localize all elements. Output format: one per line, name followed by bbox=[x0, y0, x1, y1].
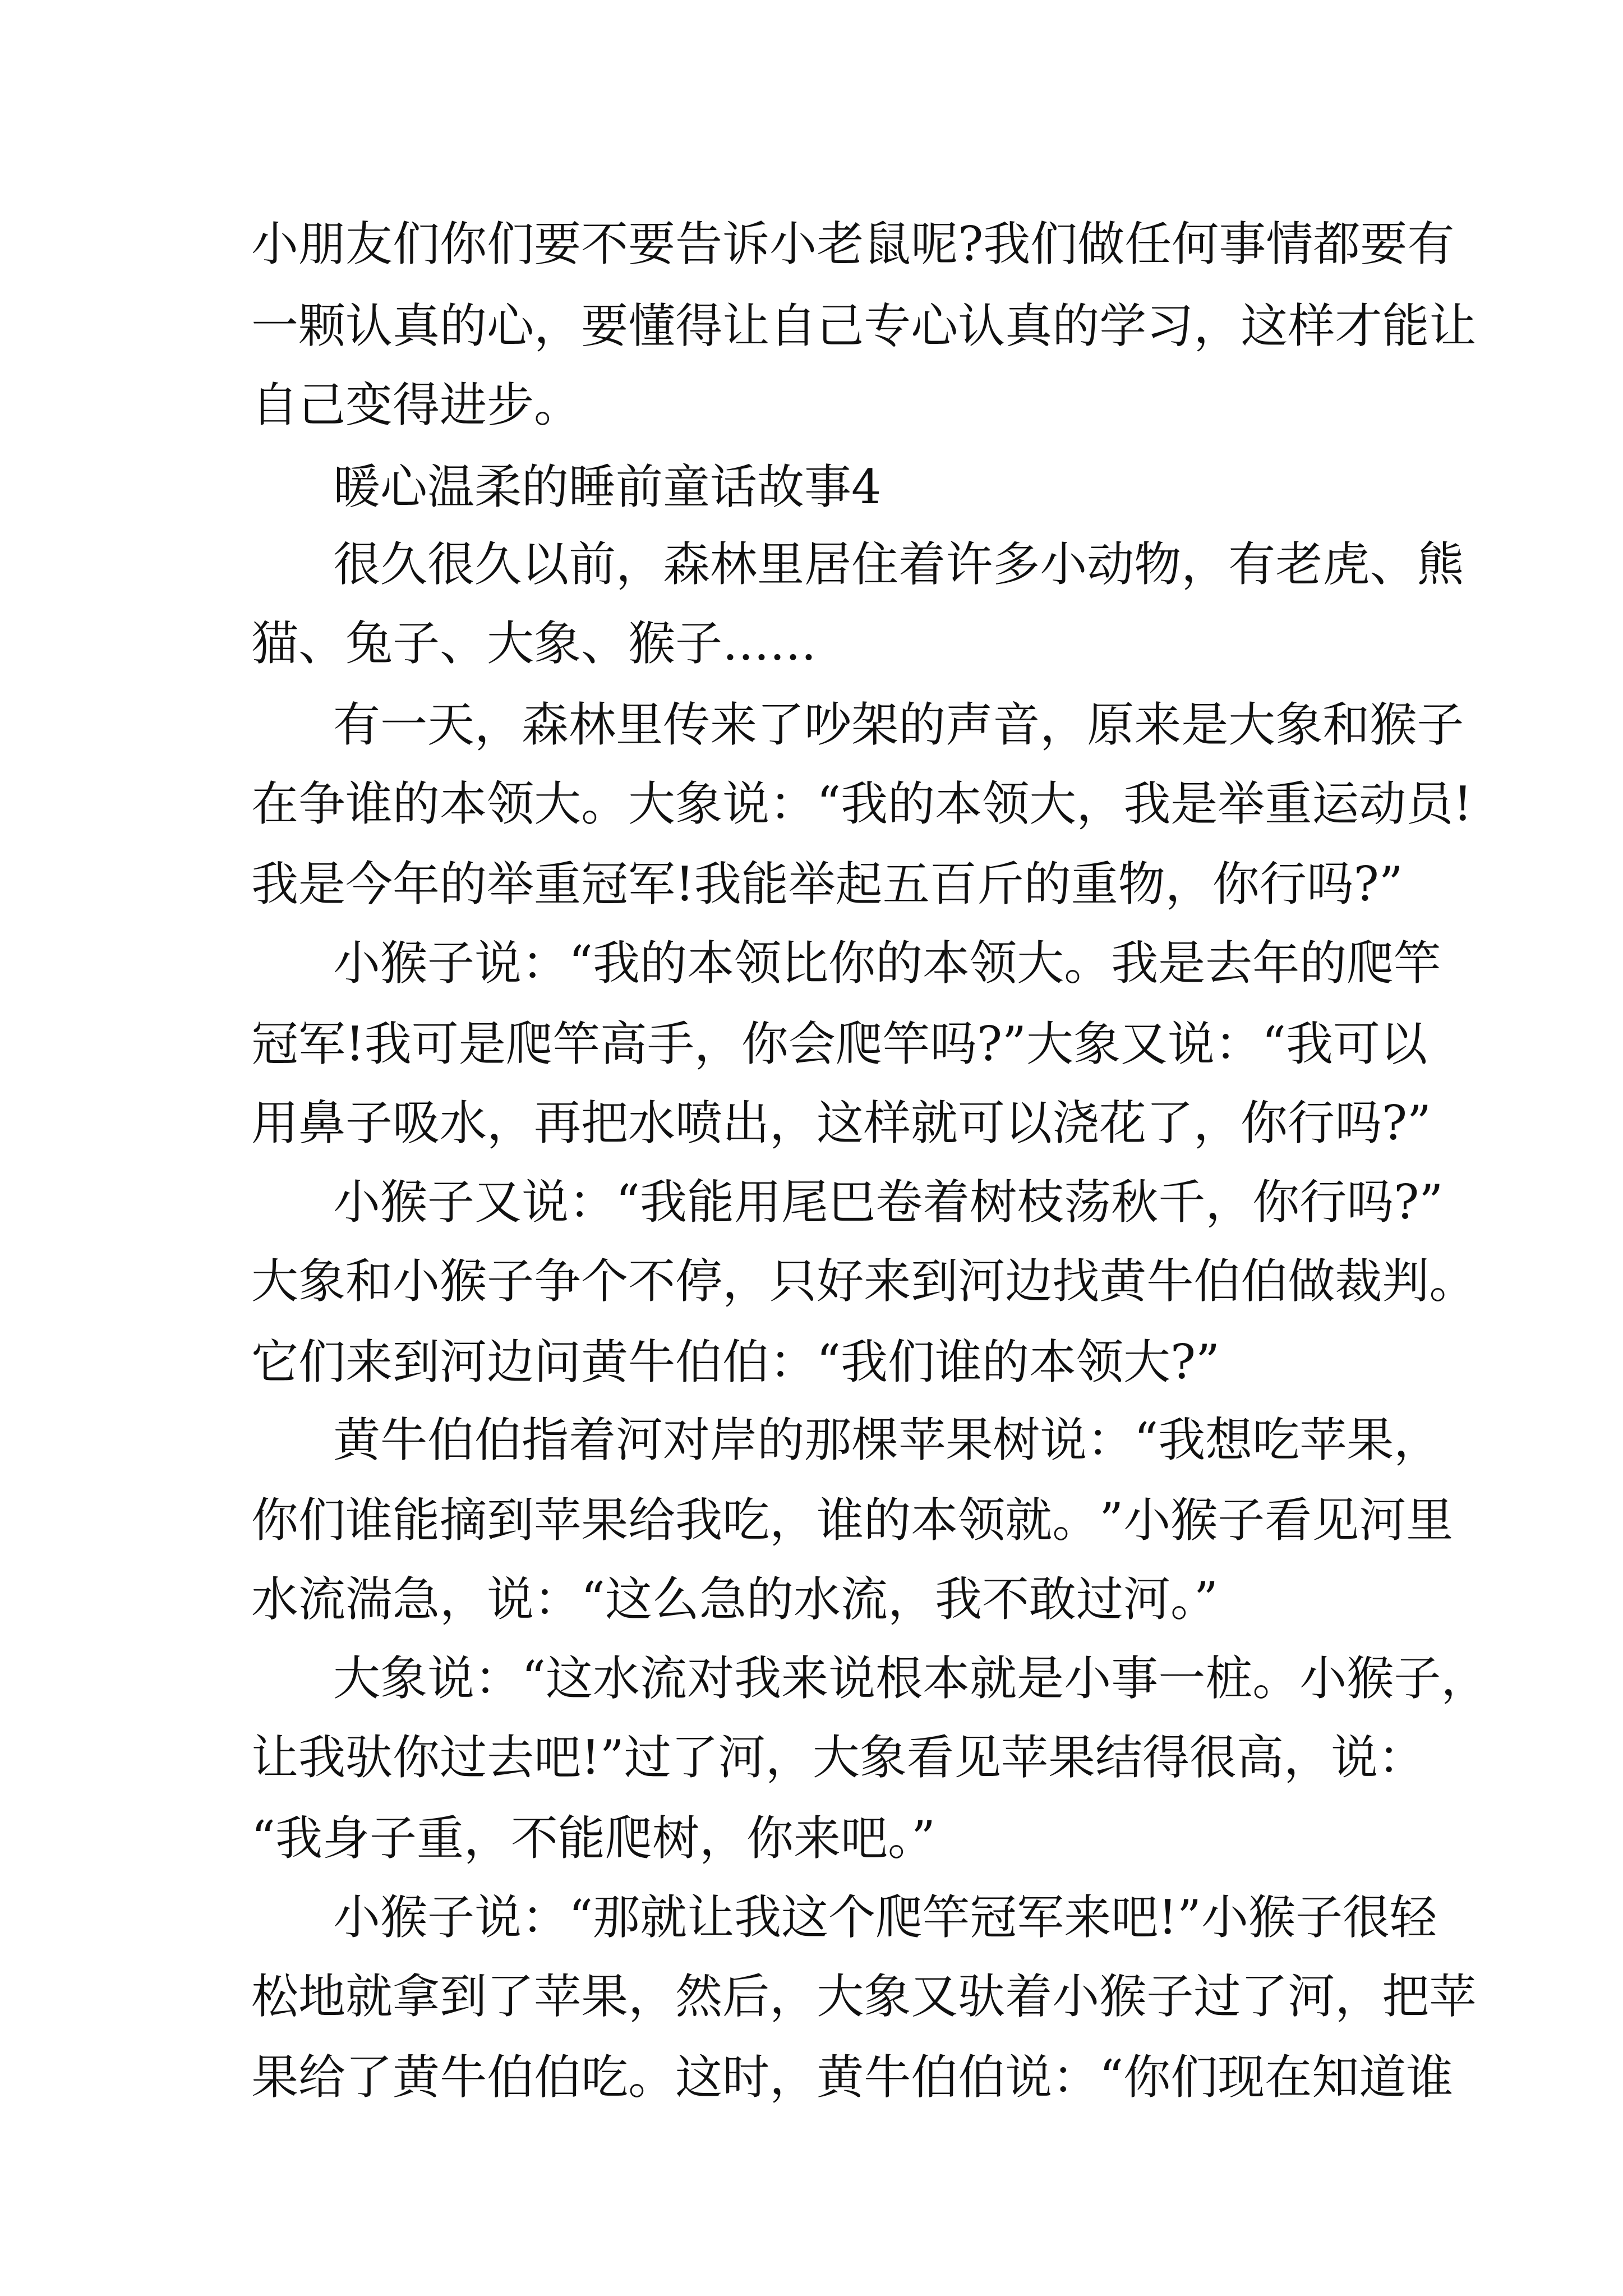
line-text: 松 地 就 拿 到 了 苹 果 ， 然 后 ， 大 象 又 驮 着 小 猴 子 过 了 河 ， 把 苹 bbox=[251, 1969, 1477, 2024]
line-text: 我是今年的举重冠军!我能举起五百斤的重物，你行吗?” bbox=[251, 857, 1403, 912]
line-text: 让 我 驮 你 过 去 吧 ! ” 过 了 河 ， 大 象 看 见 苹 果 结 得 很 高 ， 说 ： bbox=[251, 1730, 1426, 1785]
text-line bbox=[0, 1480, 1623, 1560]
text-line bbox=[0, 844, 1623, 924]
text-line bbox=[0, 923, 1623, 1003]
text-line bbox=[0, 1559, 1623, 1639]
line-text: 大 象 和 小 猴 子 争 个 不 停 ， 只 好 来 到 河 边 找 黄 牛 伯 伯 做 裁 判 。 bbox=[251, 1254, 1477, 1309]
text-line bbox=[0, 1162, 1623, 1242]
line-text: 小 猴 子 又 说 ： “ 我 能 用 尾 巴 卷 着 树 枝 荡 秋 千 ， 你 行 吗 ? ” bbox=[333, 1175, 1444, 1230]
text-line bbox=[0, 447, 1623, 527]
line-text: 大 象 说 ： “ 这 水 流 对 我 来 说 根 本 就 是 小 事 一 桩 。 小 猴 子 ， bbox=[333, 1651, 1488, 1706]
line-text: 小 朋 友 们 你 们 要 不 要 告 诉 小 老 鼠 呢 ? 我 们 做 任 何 事 情 都 要 有 bbox=[251, 217, 1455, 272]
text-line bbox=[0, 1639, 1623, 1718]
text-line bbox=[0, 1322, 1623, 1402]
line-text: 小 猴 子 说 ： “ 那 就 让 我 这 个 爬 竿 冠 军 来 吧 ! ” 小 猴 子 很 轻 bbox=[333, 1890, 1437, 1945]
line-text: “我身子重，不能爬树，你来吧。” bbox=[251, 1811, 935, 1866]
line-text: 黄 牛 伯 伯 指 着 河 对 岸 的 那 棵 苹 果 树 说 ： “ 我 想 吃 苹 果 ， bbox=[333, 1412, 1441, 1467]
text-line bbox=[0, 1400, 1623, 1480]
text-line bbox=[0, 685, 1623, 765]
text-line bbox=[0, 1878, 1623, 1957]
text-line bbox=[0, 365, 1623, 445]
text-line bbox=[0, 1798, 1623, 1878]
line-text: 在 争 谁 的 本 领 大 。 大 象 说 ： “ 我 的 本 领 大 ， 我 是 举 重 运 动 员 ! bbox=[251, 776, 1473, 831]
text-line bbox=[0, 1083, 1623, 1163]
line-text: 猫、兔子、大象、猴子…… bbox=[251, 616, 817, 671]
line-text: 暖心温柔的睡前童话故事4 bbox=[333, 459, 882, 514]
line-text: 小 猴 子 说 ： “ 我 的 本 领 比 你 的 本 领 大 。 我 是 去 年 的 爬 竿 bbox=[333, 936, 1441, 991]
text-line bbox=[0, 286, 1623, 366]
text-line bbox=[0, 604, 1623, 683]
text-line bbox=[0, 2037, 1623, 2117]
line-text: 果 给 了 黄 牛 伯 伯 吃 。 这 时 ， 黄 牛 伯 伯 说 ： “ 你 们 现 在 知 道 谁 bbox=[251, 2050, 1454, 2105]
line-text: 一 颗 认 真 的 心 ， 要 懂 得 让 自 己 专 心 认 真 的 学 习 ， 这 样 才 能 让 bbox=[251, 298, 1477, 353]
text-line bbox=[0, 204, 1623, 284]
text-line bbox=[0, 1241, 1623, 1321]
text-line bbox=[0, 524, 1623, 604]
line-text: 有 一 天 ， 森 林 里 传 来 了 吵 架 的 声 音 ， 原 来 是 大 象 和 猴 子 bbox=[333, 697, 1464, 752]
text-line bbox=[0, 1718, 1623, 1797]
line-text: 用鼻子吸水，再把水喷出，这样就可以浇花了，你行吗?” bbox=[251, 1096, 1431, 1151]
line-text: 水流湍急，说：“这么急的水流，我不敢过河。” bbox=[251, 1572, 1218, 1627]
line-text: 它们来到河边问黄牛伯伯：“我们谁的本领大?” bbox=[251, 1335, 1220, 1389]
line-text: 很 久 很 久 以 前 ， 森 林 里 居 住 着 许 多 小 动 物 ， 有 老 虎 、 熊 bbox=[333, 537, 1464, 592]
text-line bbox=[0, 1004, 1623, 1084]
text-line bbox=[0, 1957, 1623, 2036]
line-text: 你 们 谁 能 摘 到 苹 果 给 我 吃 ， 谁 的 本 领 就 。 ” 小 猴 子 看 见 河 里 bbox=[251, 1493, 1454, 1548]
line-text: 自己变得进步。 bbox=[251, 378, 582, 432]
line-text: 冠 军 ! 我 可 是 爬 竿 高 手 ， 你 会 爬 竿 吗 ? ” 大 象 又 说 ： “ 我 可 以 bbox=[251, 1016, 1428, 1071]
text-line bbox=[0, 764, 1623, 844]
